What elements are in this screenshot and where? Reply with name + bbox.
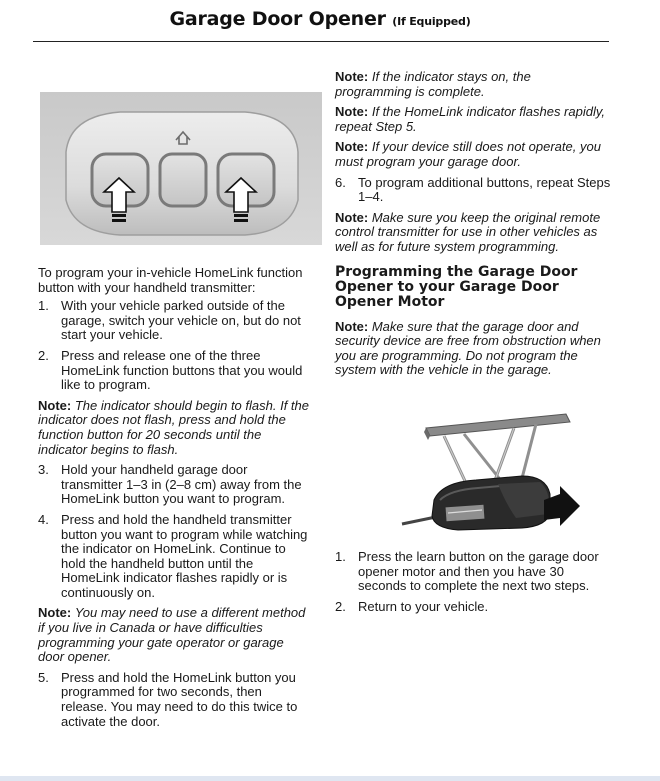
right-column-bottom xyxy=(335,550,611,614)
note: Note: If the indicator stays on, the programming is complete. xyxy=(335,69,531,99)
list-item: 1. Press the learn button on the garage door opener motor and then you have 30 seconds to complete the next two steps. xyxy=(335,549,599,594)
list-item: 3. Hold your handheld garage door transmitter 1–3 in (2–8 cm) away from the HomeLink button you want to program. xyxy=(38,462,302,507)
title-rule xyxy=(33,41,609,42)
page-title-main: Garage Door Opener xyxy=(169,8,386,30)
note: Note: If the HomeLink indicator flashes rapidly, repeat Step 5. xyxy=(335,104,605,134)
page-title xyxy=(0,8,640,30)
homelink-buttons-figure xyxy=(40,92,322,245)
list-item: 5. Press and hold the HomeLink button you programmed for two seconds, then release. You may need to do this twice to activate the door. xyxy=(38,669,298,729)
note: Note: Make sure you keep the original remote control transmitter for use in other vehicles as well as for future system programming. xyxy=(335,209,601,254)
intro-text: To program your in-vehicle HomeLink function button with your handheld transmitter: xyxy=(38,265,303,295)
page-title-sub: (If Equipped) xyxy=(392,15,471,28)
section-heading: Programming the Garage Door Opener to your Garage Door Opener Motor xyxy=(335,263,578,310)
note: Note: The indicator should begin to flash. If the indicator does not flash, press and hold the function button for 20 seconds until the indicator begins to flash. xyxy=(38,397,309,457)
note: Note: Make sure that the garage door and security device are free from obstruction when you are programming. Do not program the system with the vehicle in the garage. xyxy=(335,318,601,378)
note: Note: If your device still does not operate, you must program your garage door. xyxy=(335,139,601,169)
list-item: 4. Press and hold the handheld transmitter button you want to program while watching the indicator on HomeLink. Continue to hold the handheld button until the HomeLink indicator flashes rapidly or is continuously on. xyxy=(38,511,308,600)
note: Note: You may need to use a different method if you live in Canada or have difficulties programming your gate operator or garage door opener. xyxy=(38,605,306,665)
right-column-top xyxy=(335,70,611,378)
list-item: 2. Press and release one of the three HomeLink function buttons that you would like to program. xyxy=(38,347,303,393)
list-item: 1. With your vehicle parked outside of the garage, switch your vehicle on, but do not start your vehicle. xyxy=(38,298,301,343)
list-item: 2. Return to your vehicle. xyxy=(335,598,489,614)
garage-opener-motor-figure xyxy=(398,408,582,533)
bottom-bar xyxy=(0,776,660,781)
left-column xyxy=(38,266,310,729)
list-item: 6. To program additional buttons, repeat Steps 1–4. xyxy=(335,174,611,205)
